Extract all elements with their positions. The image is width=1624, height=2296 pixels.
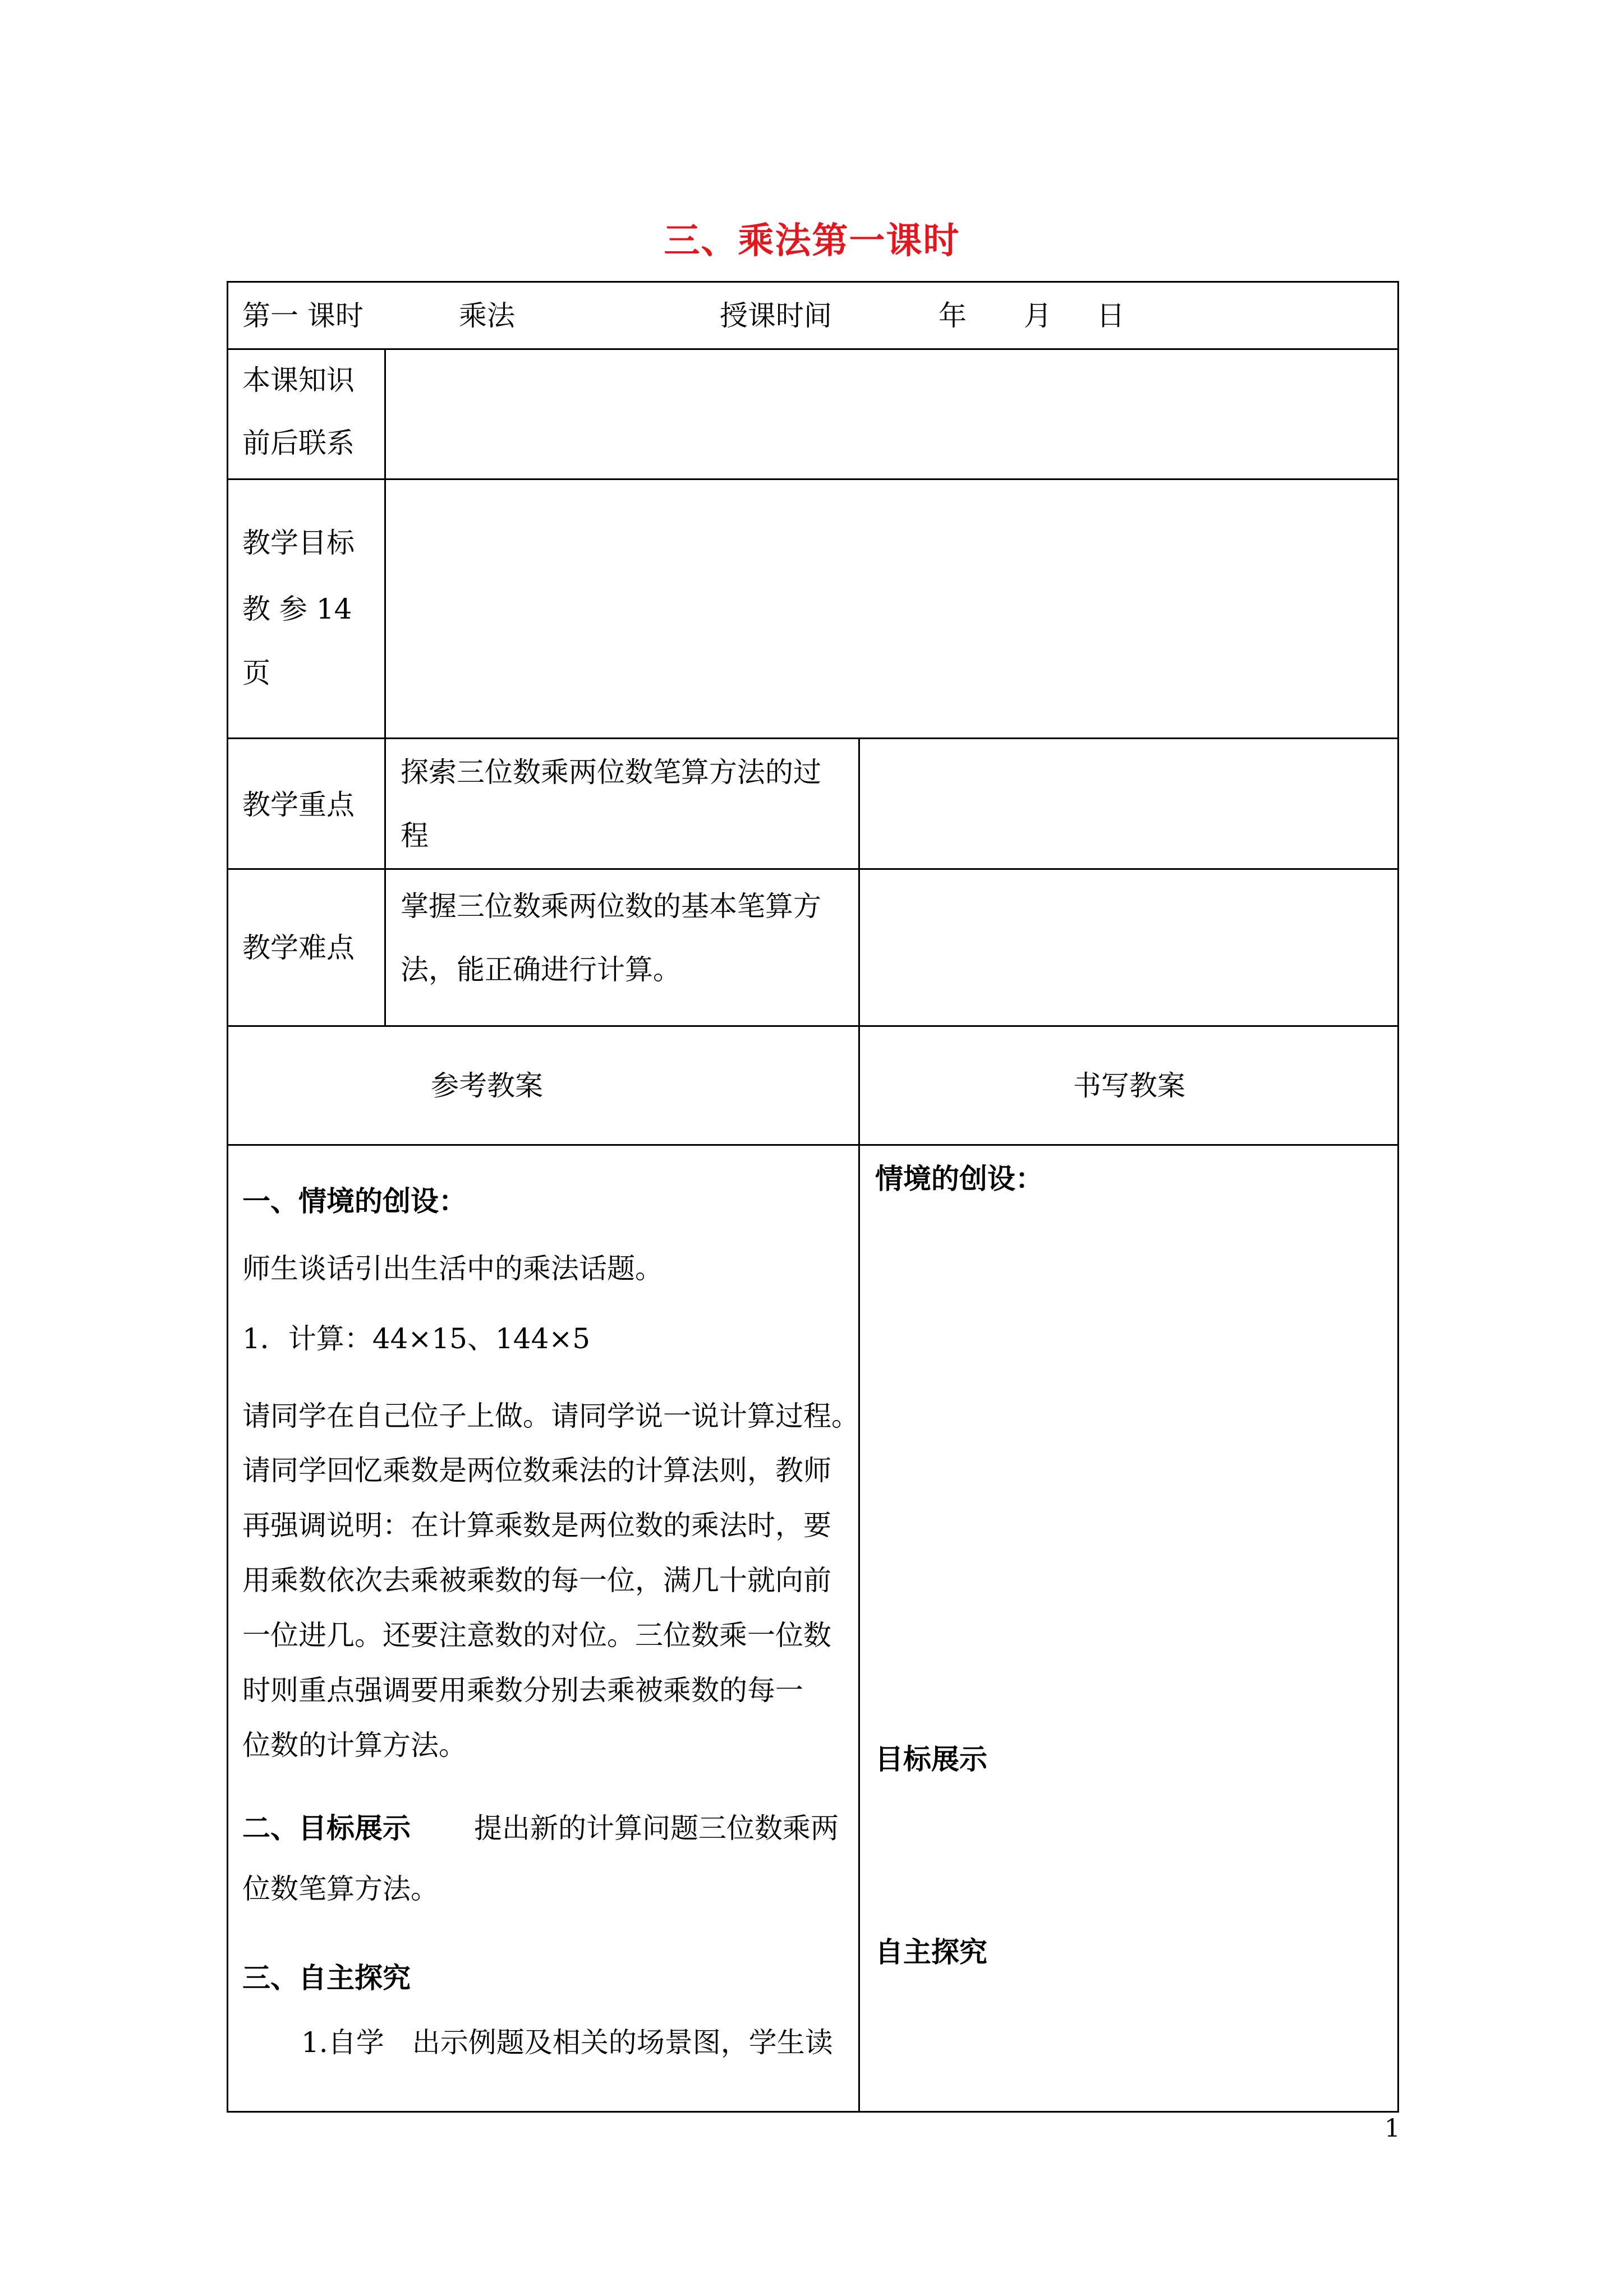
difficulty-value: 法，能正确进行计算。 — [401, 953, 681, 986]
period-label: 第一 课时 — [242, 299, 364, 332]
paragraph-line: 位数的计算方法。 — [242, 1729, 467, 1762]
goals-label: 教 参 14 — [242, 593, 352, 625]
key-point-value: 探索三位数乘两位数笔算方法的过 — [401, 756, 821, 789]
year-label: 年 — [938, 299, 967, 332]
paragraph: 1．计算：44×15、144×5 — [242, 1322, 591, 1355]
writing-plan-header: 书写教案 — [1073, 1069, 1185, 1102]
row-divider — [227, 868, 1399, 870]
row-divider — [227, 737, 1399, 739]
paragraph: 提出新的计算问题三位数乘两 — [474, 1812, 839, 1845]
paragraph-line: 请同学在自己位子上做。请同学说一说计算过程。 — [242, 1400, 859, 1432]
paragraph: 位数笔算方法。 — [242, 1873, 439, 1905]
key-point-label: 教学重点 — [242, 789, 355, 821]
paragraph-line: 用乘数依次去乘被乘数的每一位，满几十就向前 — [242, 1564, 831, 1597]
section-heading: 三、自主探究 — [242, 1962, 411, 1994]
paragraph-line: 时则重点强调要用乘数分别去乘被乘数的每一 — [242, 1674, 803, 1707]
page-number: 1 — [1384, 2114, 1400, 2143]
writing-heading: 目标展示 — [875, 1743, 987, 1776]
row-divider — [227, 1144, 1399, 1146]
goals-label: 教学目标 — [242, 527, 355, 559]
writing-heading: 情境的创设： — [875, 1163, 1043, 1195]
subject-label: 乘法 — [459, 299, 515, 332]
paragraph-line: 请同学回忆乘数是两位数乘法的计算法则，教师 — [242, 1454, 831, 1487]
difficulty-label: 教学难点 — [242, 932, 355, 964]
row-divider — [227, 1025, 1399, 1027]
knowledge-label: 本课知识 — [242, 364, 355, 397]
reference-plan-header: 参考教案 — [431, 1069, 543, 1102]
time-label: 授课时间 — [720, 299, 832, 332]
knowledge-label: 前后联系 — [242, 427, 355, 459]
paragraph-line: 再强调说明：在计算乘数是两位数的乘法时，要 — [242, 1509, 831, 1542]
section-heading: 一、情境的创设： — [242, 1185, 467, 1218]
writing-heading: 自主探究 — [875, 1936, 987, 1968]
row-divider — [227, 348, 1399, 350]
month-label: 月 — [1024, 299, 1052, 332]
section-heading: 二、目标展示 — [242, 1812, 411, 1845]
row-divider — [227, 478, 1399, 480]
paragraph-line: 一位进几。还要注意数的对位。三位数乘一位数 — [242, 1619, 831, 1652]
page-title: 三、乘法第一课时 — [664, 220, 960, 262]
key-point-value: 程 — [401, 819, 429, 852]
day-label: 日 — [1097, 299, 1125, 332]
paragraph: 1.自学 出示例题及相关的场景图，学生读 — [301, 2026, 833, 2059]
goals-label: 页 — [242, 657, 270, 689]
column-divider — [384, 348, 386, 1027]
difficulty-value: 掌握三位数乘两位数的基本笔算方 — [401, 890, 821, 923]
paragraph: 师生谈话引出生活中的乘法话题。 — [242, 1252, 663, 1285]
